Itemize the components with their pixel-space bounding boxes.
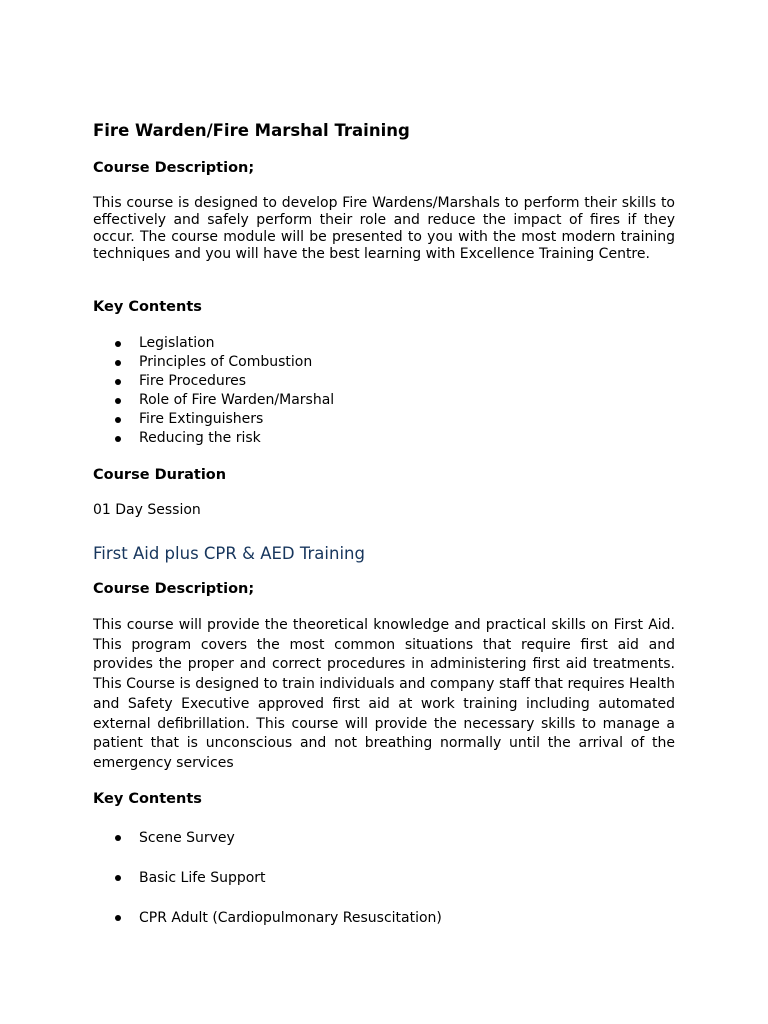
description-line: first aid treatments. This Course is designed to train individuals and [93,656,675,693]
list-item: Fire Procedures [93,372,653,391]
description-line: at work training including automated external defibrillation. This course [93,695,675,732]
section-title-first-aid: First Aid plus CPR & AED Training [93,544,365,563]
list-item: Reducing the risk [93,429,653,448]
description-line: most modern training techniques and you will have the best learning with [93,229,675,262]
bullet-icon [115,436,121,442]
list-item: Principles of Combustion [93,353,653,372]
course-duration-heading: Course Duration [93,467,227,483]
key-contents-heading: Key Contents [93,791,202,807]
key-contents-list [93,334,653,448]
course-duration-value: 01 Day Session [93,502,201,518]
course-description-text [93,616,675,774]
bullet-icon [115,398,121,404]
bullet-icon [115,875,121,881]
description-line: first aid and provides the proper and correct procedures in administering [93,636,676,673]
key-contents-heading: Key Contents [93,299,202,315]
description-line: will provide the necessary skills to manage a patient that is unconscious [93,715,675,752]
description-line: This course will provide the theoretical knowledge and practical skills on [93,617,609,633]
description-line: fires if they occur. The course module will be presented to you with the [93,212,676,245]
description-line: This course is designed to develop Fire Wardens/Marshals to perform their [93,195,617,211]
list-item: CPR Adult (Cardiopulmonary Resuscitation) [93,909,653,927]
description-line: skills to effectively and safely perform their role and reduce the impact of [93,195,675,228]
bullet-icon [115,379,121,385]
list-item: Legislation [93,334,653,353]
list-item: Basic Life Support [93,869,653,887]
list-item: Fire Extinguishers [93,410,653,429]
bullet-icon [115,360,121,366]
course-description-heading: Course Description; [93,581,255,597]
list-item: Role of Fire Warden/Marshal [93,391,653,410]
description-line: Excellence Training Centre. [459,246,650,262]
bullet-icon [115,341,121,347]
description-line: First Aid. This program covers the most common situations that require [93,617,676,653]
bullet-icon [115,835,121,841]
description-line: and not breathing normally until the arrival of the emergency services [93,735,676,771]
course-description-heading: Course Description; [93,160,255,176]
bullet-icon [115,915,121,921]
list-item: Scene Survey [93,829,653,847]
bullet-icon [115,417,121,423]
description-line: company staff that requires Health and Safety Executive approved first aid [93,676,675,712]
section-title-fire-warden: Fire Warden/Fire Marshal Training [93,121,410,140]
course-description-text [93,195,675,263]
key-contents-list [93,829,653,949]
